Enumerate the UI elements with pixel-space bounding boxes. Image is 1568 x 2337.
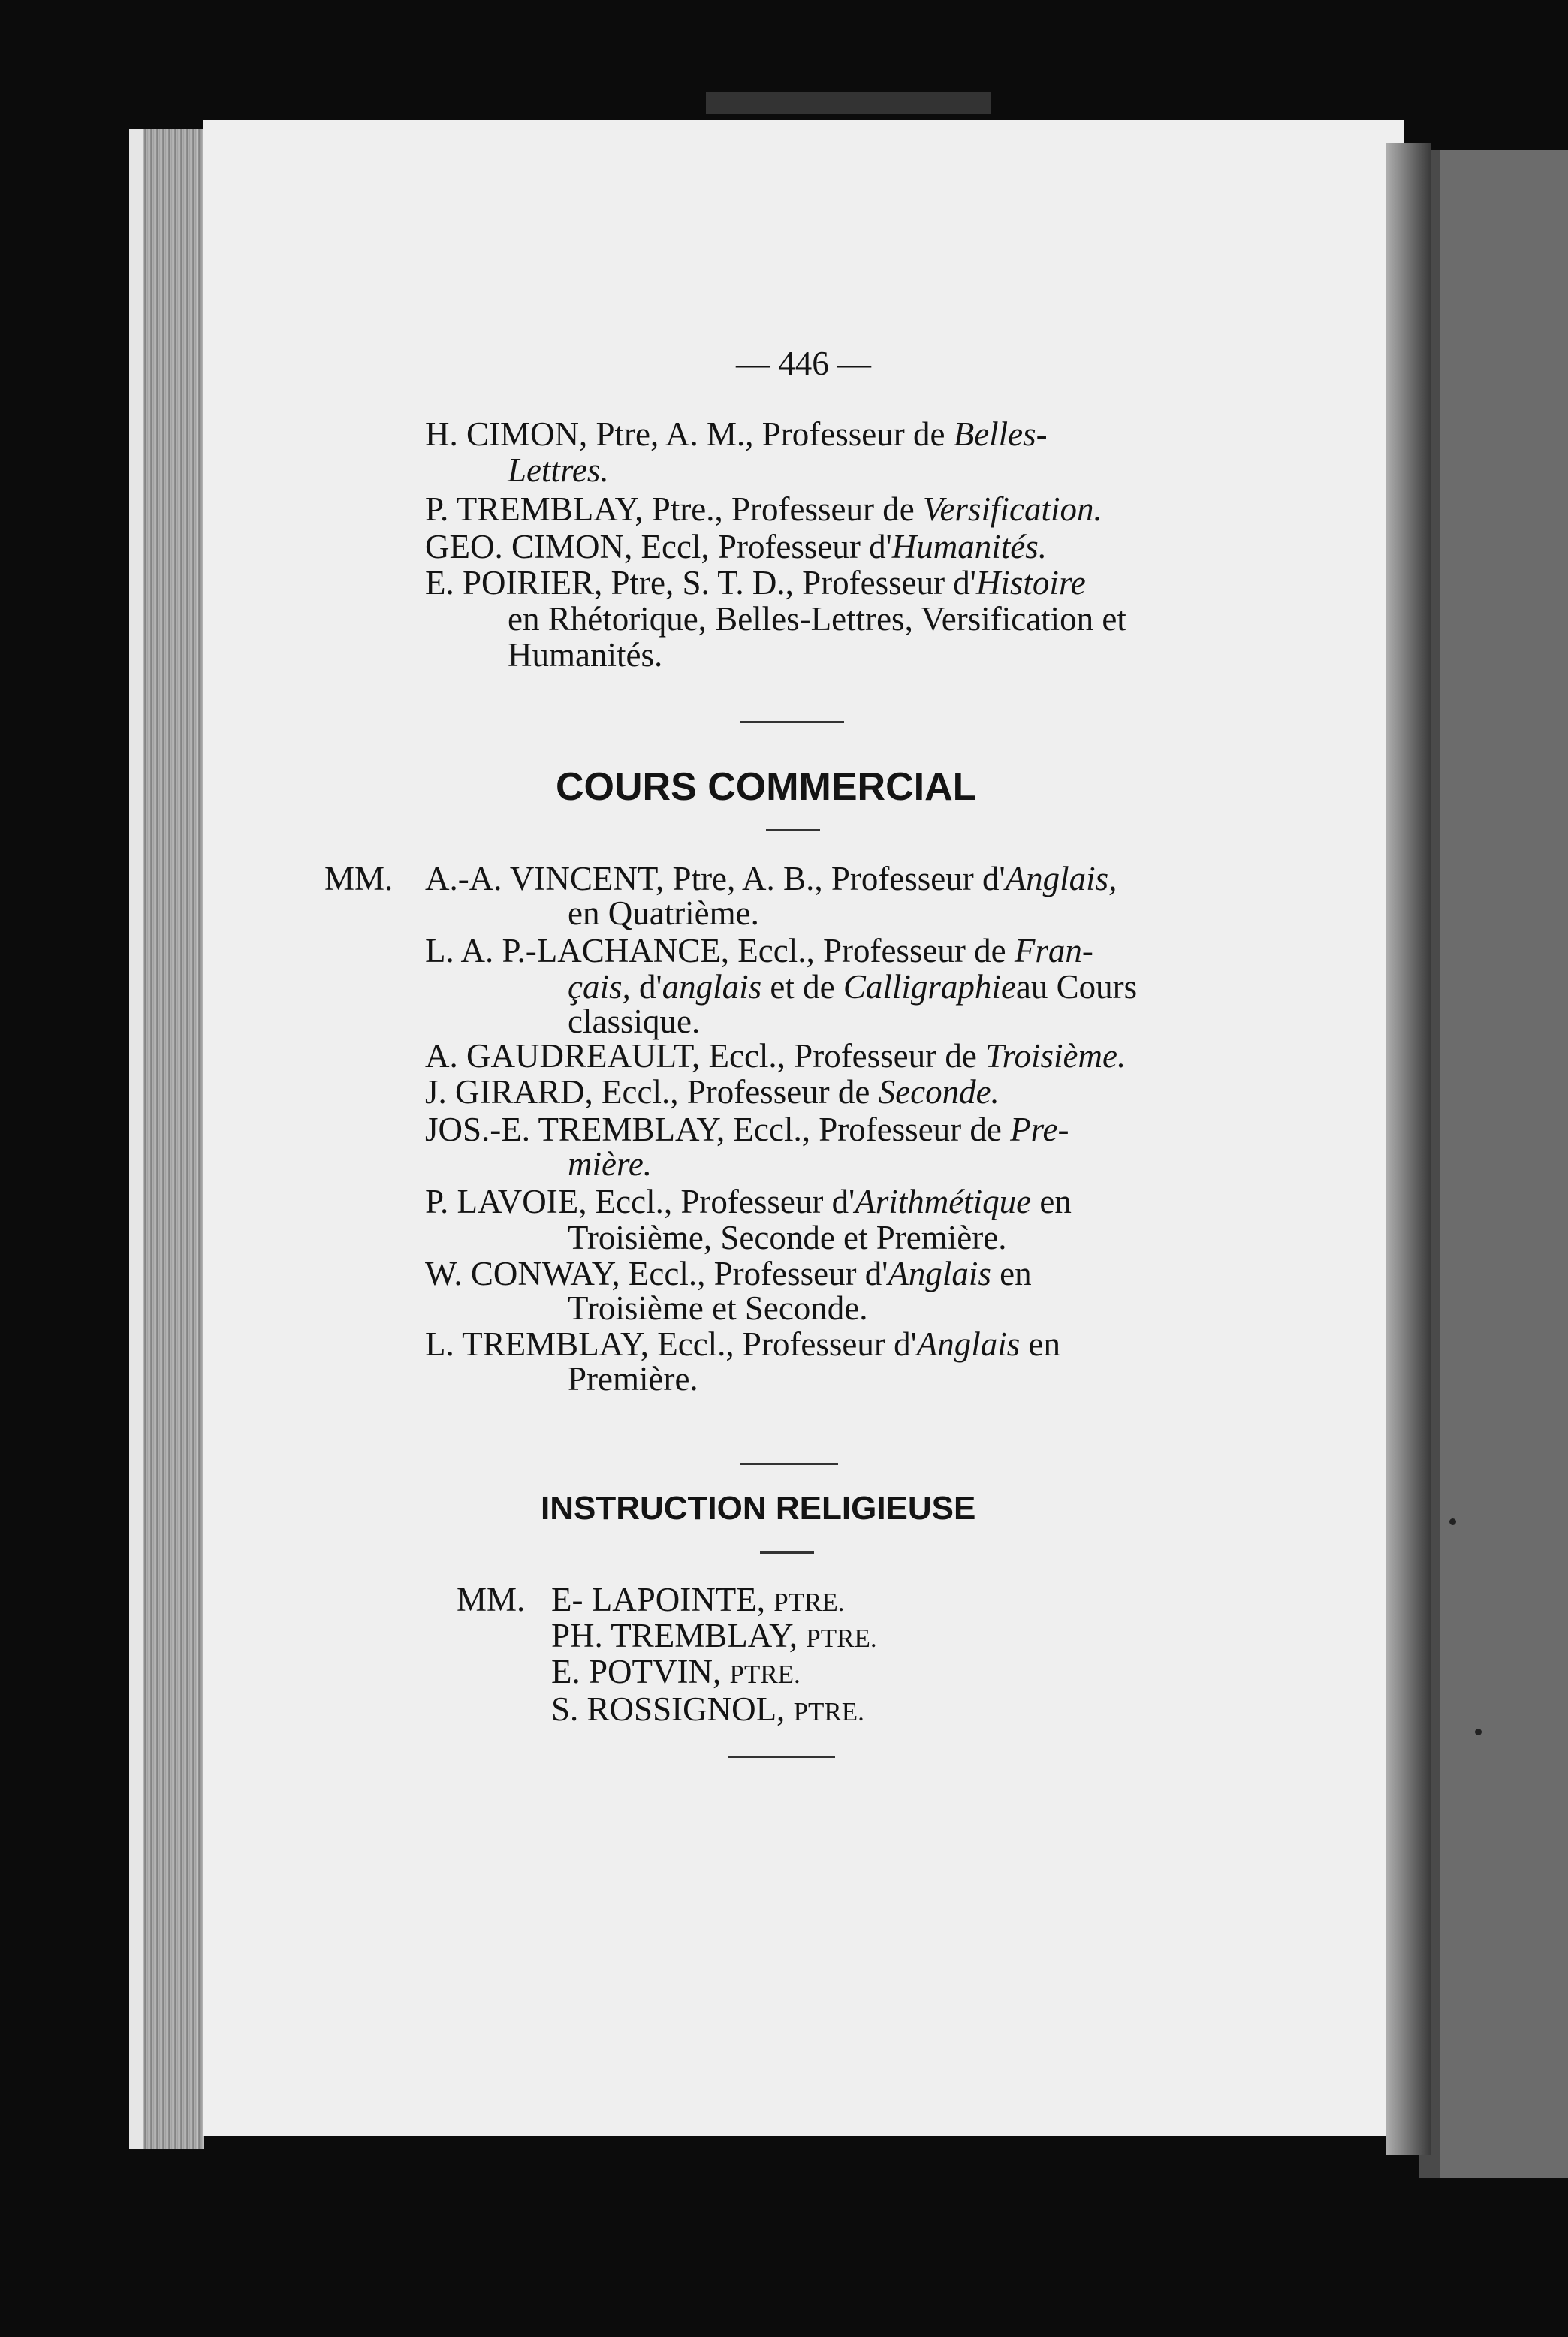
entry-name: A. GAUDREAULT, Eccl., Professeur de bbox=[425, 1037, 986, 1075]
entry-subject: Humanités. bbox=[891, 528, 1047, 565]
entry-text: en bbox=[1020, 1325, 1060, 1363]
member-title: PTRE. bbox=[729, 1660, 801, 1689]
entry-name: J. GIRARD, Eccl., Professeur de bbox=[425, 1073, 879, 1111]
entry-subject: çais, bbox=[568, 968, 631, 1006]
entry-poirier bbox=[425, 566, 1086, 600]
book-gutter bbox=[1386, 143, 1431, 2155]
religious-member bbox=[551, 1690, 864, 1728]
entry-tremblay-l-line2: Première. bbox=[568, 1360, 698, 1398]
entry-subject: Seconde. bbox=[878, 1073, 1000, 1111]
entry-lachance bbox=[425, 934, 1093, 968]
entry-lavoie bbox=[425, 1185, 1072, 1219]
facing-page bbox=[1419, 150, 1568, 2178]
scan-speck bbox=[1449, 1518, 1456, 1525]
entry-cimon-geo bbox=[425, 530, 1047, 564]
entry-text: en bbox=[991, 1255, 1032, 1292]
religious-member bbox=[551, 1655, 801, 1689]
member-name: E. POTVIN, bbox=[551, 1653, 730, 1690]
entry-tremblay-l bbox=[425, 1325, 1060, 1363]
member-name: E- LAPOINTE, bbox=[551, 1581, 774, 1618]
entry-text: au Cours bbox=[1015, 968, 1138, 1006]
entry-tremblay-jos bbox=[425, 1113, 1069, 1147]
section-heading-cours-commercial: COURS COMMERCIAL bbox=[556, 765, 977, 809]
section-divider bbox=[740, 721, 844, 723]
page-stack-edge-highlight bbox=[129, 129, 143, 2149]
entry-subject: Versification. bbox=[922, 490, 1102, 528]
heading-underline bbox=[760, 1551, 814, 1554]
entry-lachance-line3: classique. bbox=[568, 1003, 701, 1040]
section-heading-instruction-religieuse: INSTRUCTION RELIGIEUSE bbox=[541, 1490, 976, 1527]
entry-subject: Arithmétique bbox=[855, 1183, 1032, 1220]
entry-name: GEO. CIMON, Eccl, Professeur d' bbox=[425, 528, 892, 565]
scan-background bbox=[706, 92, 991, 114]
entry-lavoie-line2: Troisième, Seconde et Première. bbox=[568, 1219, 1007, 1256]
entry-subject: Troisième. bbox=[985, 1037, 1126, 1075]
entry-text: et de bbox=[761, 968, 843, 1006]
entry-tremblay-p bbox=[425, 490, 1102, 528]
entry-conway bbox=[425, 1257, 1032, 1291]
member-title: PTRE. bbox=[773, 1588, 845, 1617]
religious-member bbox=[551, 1619, 877, 1653]
entry-name: W. CONWAY, Eccl., Professeur d' bbox=[425, 1255, 888, 1292]
entry-name: P. TREMBLAY, Ptre., Professeur de bbox=[425, 490, 923, 528]
entry-subject: anglais bbox=[662, 968, 762, 1006]
entry-name: JOS.-E. TREMBLAY, Eccl., Professeur de bbox=[425, 1111, 1011, 1148]
religious-member bbox=[551, 1583, 845, 1617]
entry-subject: Fran- bbox=[1014, 932, 1093, 969]
member-name: PH. TREMBLAY, bbox=[551, 1617, 807, 1654]
entry-name: P. LAVOIE, Eccl., Professeur d' bbox=[425, 1183, 855, 1220]
entry-vincent-line2: en Quatrième. bbox=[568, 894, 759, 932]
entry-text: en bbox=[1031, 1183, 1072, 1220]
entry-tremblay-jos-line2: mière. bbox=[568, 1145, 653, 1183]
entry-name: H. CIMON, Ptre, A. M., Professeur de bbox=[425, 415, 954, 453]
entry-gaudreault bbox=[425, 1039, 1126, 1073]
entry-lachance-line2 bbox=[568, 970, 1137, 1004]
entry-name: L. TREMBLAY, Eccl., Professeur d' bbox=[425, 1325, 917, 1363]
heading-underline bbox=[766, 829, 820, 831]
entry-subject: Anglais, bbox=[1005, 860, 1117, 897]
entry-name: A.-A. VINCENT, Ptre, A. B., Professeur d' bbox=[425, 860, 1006, 897]
member-title: PTRE. bbox=[806, 1624, 877, 1653]
entry-subject: Belles- bbox=[953, 415, 1048, 453]
entry-girard bbox=[425, 1075, 1000, 1109]
section-divider bbox=[728, 1756, 835, 1758]
entry-subject: Pre- bbox=[1010, 1111, 1069, 1148]
member-title: PTRE. bbox=[793, 1697, 864, 1726]
entry-text: d' bbox=[630, 968, 662, 1006]
entry-vincent bbox=[425, 862, 1117, 896]
entry-cimon bbox=[425, 415, 1048, 453]
entry-conway-line2: Troisième et Seconde. bbox=[568, 1289, 868, 1327]
entry-subject: Histoire bbox=[975, 564, 1086, 602]
entry-cimon-line2: Lettres. bbox=[508, 451, 609, 489]
entry-prefix-mm: MM. bbox=[457, 1581, 526, 1618]
entry-name: E. POIRIER, Ptre, S. T. D., Professeur d' bbox=[425, 564, 976, 602]
entry-subject: Anglais bbox=[916, 1325, 1021, 1363]
scan-speck bbox=[1475, 1729, 1482, 1735]
entry-subject: Anglais bbox=[888, 1255, 991, 1292]
entry-prefix-mm: MM. bbox=[324, 860, 394, 897]
entry-subject: Calligraphie bbox=[843, 968, 1016, 1006]
section-divider bbox=[740, 1463, 838, 1465]
entry-poirier-line3: Humanités. bbox=[508, 636, 663, 674]
entry-name: L. A. P.-LACHANCE, Eccl., Professeur de bbox=[425, 932, 1015, 969]
page-number: — 446 — bbox=[736, 345, 871, 382]
member-name: S. ROSSIGNOL, bbox=[551, 1690, 794, 1728]
entry-poirier-line2: en Rhétorique, Belles-Lettres, Versification et bbox=[508, 600, 1126, 638]
